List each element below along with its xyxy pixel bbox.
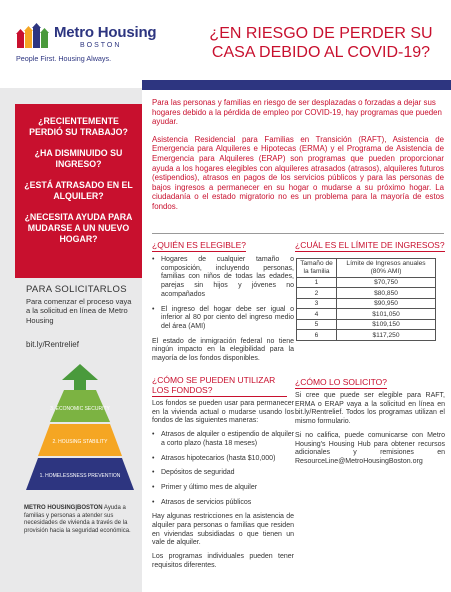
eligible-heading: ¿QUIÉN ES ELEGIBLE? <box>152 240 247 250</box>
table-row <box>297 319 436 330</box>
mission-org: METRO HOUSING|BOSTON <box>24 505 103 511</box>
limit-cell: $70,750 <box>337 277 436 288</box>
metro-housing-logo <box>16 22 164 66</box>
howto-paragraph-2: Si no califica, puede comunicarse con Metro Housing's Housing Hub para obtener recursos adicionales y remisiones en ResourceLine@MetroHousingBoston.org <box>295 431 445 465</box>
howto-paragraph-1: Si cree que puede ser elegible para RAFT, ERMA o ERAP vaya a la solicitud en línea en bit.ly/Rentrelief. Todos los programas utilizan el mismo formulario. <box>295 392 445 426</box>
howto-section <box>295 392 445 472</box>
housing-pyramid-graphic <box>24 360 136 500</box>
eligible-note: El estado de inmigración federal no tiene ningún impacto en la elegibilidad para la mayoría de los fondos disponibles. <box>152 337 294 363</box>
size-cell: 2 <box>297 288 337 299</box>
header <box>0 0 451 78</box>
eligible-section <box>152 256 294 369</box>
limit-cell: $80,850 <box>337 288 436 299</box>
limit-cell: $109,150 <box>337 319 436 330</box>
income-table <box>296 258 436 341</box>
question-lost-job: ¿RECIENTEMENTE PERDIÓ SU TRABAJO? <box>29 116 128 137</box>
question-moving-help: ¿NECESITA AYUDA PARA MUDARSE A UN NUEVO HOGAR? <box>24 212 133 244</box>
table-row <box>297 330 436 341</box>
houses-logo-icon <box>16 22 50 50</box>
uses-bullet-4: • Primer y último mes de alquiler <box>152 484 294 493</box>
pyramid-chimney-block <box>74 380 86 390</box>
brand-tagline: People First. Housing Always. <box>16 54 112 63</box>
pyramid-label-economic: 3. ECONOMIC SECURITY <box>50 406 110 412</box>
eligible-bullet-2: • El ingreso del hogar debe ser igual o inferior al 80 por ciento del ingreso medio del área (AMI) <box>152 306 294 332</box>
uses-section <box>152 400 294 576</box>
uses-note-1: Hay algunas restricciones en la asistencia de alquiler para personas o familias que residen en viviendas subsidiadas o que tienen un vale de alquiler. <box>152 513 294 547</box>
intro-section <box>152 98 444 220</box>
uses-note-2: Los programas individuales pueden tener requisitos diferentes. <box>152 553 294 569</box>
mission-statement <box>24 505 140 535</box>
brand-name: Metro Housing <box>54 24 157 41</box>
table-row <box>297 298 436 309</box>
income-table-header-row <box>297 259 436 278</box>
uses-bullet-1: • Atrasos de alquiler o estipendio de alquiler a corto plazo (hasta 18 meses) <box>152 431 294 448</box>
limit-cell: $90,950 <box>337 298 436 309</box>
mission-text: Ayuda a familias y personas a atender sus necesidades de vivienda a través de la provisión hacia la seguridad económica. <box>24 505 131 534</box>
uses-bullet-5: • Atrasos de servicios públicos <box>152 499 294 508</box>
apply-title: PARA SOLICITARLOS <box>26 284 127 295</box>
page-title: ¿EN RIESGO DE PERDER SU CASA DEBIDO AL COVID-19? <box>209 25 433 61</box>
size-cell: 3 <box>297 298 337 309</box>
uses-bullet-2: • Atrasos hipotecarios (hasta $10,000) <box>152 455 294 464</box>
size-cell: 5 <box>297 319 337 330</box>
table-row <box>297 288 436 299</box>
pyramid-roof <box>62 364 98 380</box>
uses-intro: Los fondos se pueden usar para permanecer en la vivienda actual o mudarse usando los fondos de las siguientes maneras: <box>152 400 294 425</box>
intro-paragraph-2: Asistencia Residencial para Familias en Transición (RAFT), Asistencia de Emergencia para Alquileres e Hipotecas (ERMA) y el Programa de Asistencia de Emergencia para Alquileres (ERAP) son programas que pueden proporcionar ayuda a los hogares elegibles con alquileres atrasados (atrasos), alquileres futuros (estipendios), atrasos en pagos de los servicios públicos y para las personas de bajos ingresos a permanecer en su hogar o mudarse a su próximo hogar. La ciudadanía o el estado migratorio no es un problema para la mayoría de estos fondos. <box>152 134 444 211</box>
brand-city: BOSTON <box>80 42 122 49</box>
size-cell: 1 <box>297 277 337 288</box>
pyramid-label-stability: 2. HOUSING STABILITY <box>52 439 108 445</box>
income-col-limit: Límite de Ingresos anuales (80% AMI) <box>337 259 436 278</box>
income-heading: ¿CUÁL ES EL LÍMITE DE INGRESOS? <box>295 240 445 250</box>
limit-cell: $117,250 <box>337 330 436 341</box>
income-col-size: Tamaño de la familia <box>297 259 337 278</box>
header-divider-bar <box>142 80 451 90</box>
howto-heading: ¿CÓMO LO SOLICITO? <box>295 377 387 387</box>
intro-paragraph-1: Para las personas y familias en riesgo de ser desplazadas o forzadas a dejar sus hogares debido a la pérdida de empleo por COVID-19, hay programas que pueden ayudar. <box>152 98 442 127</box>
question-rent-behind: ¿ESTÁ ATRASADO EN EL ALQUILER? <box>24 180 133 201</box>
uses-bullet-3: • Depósitos de seguridad <box>152 469 294 478</box>
question-income-decreased: ¿HA DISMINUIDO SU INGRESO? <box>34 148 123 169</box>
apply-link[interactable]: bit.ly/Rentrelief <box>26 340 79 349</box>
apply-text: Para comenzar el proceso vaya a la solicitud en línea de Metro Housing <box>26 297 132 325</box>
section-divider <box>152 233 444 234</box>
questions-box <box>15 104 142 278</box>
size-cell: 4 <box>297 309 337 320</box>
table-row <box>297 277 436 288</box>
eligible-bullet-1: • Hogares de cualquier tamaño o composición, incluyendo personas, familias con niños de todas las edades, parejas sin hijos y jóvenes no acompañados <box>152 256 294 300</box>
table-row <box>297 309 436 320</box>
size-cell: 6 <box>297 330 337 341</box>
pyramid-label-prevention: 1. HOMELESSNESS PREVENTION <box>39 473 121 479</box>
uses-heading: ¿CÓMO SE PUEDEN UTILIZAR LOS FONDOS? <box>152 375 287 397</box>
limit-cell: $101,050 <box>337 309 436 320</box>
